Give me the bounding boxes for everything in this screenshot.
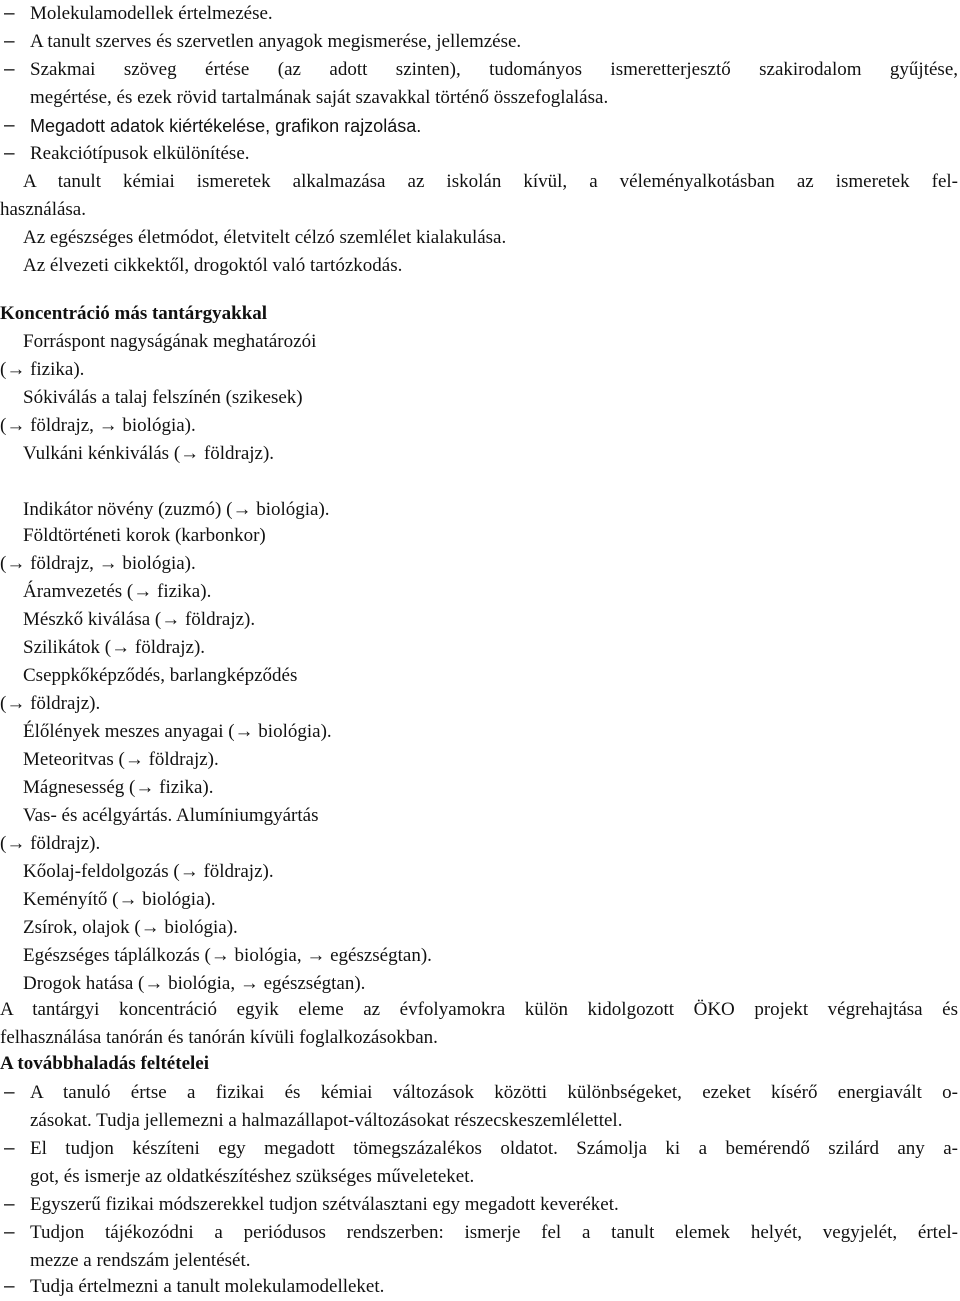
list-item-continuation: got, és ismerje az oldatkészítéshez szükséges műveleteket.	[30, 1166, 475, 1187]
dash-bullet: –	[4, 1138, 15, 1159]
list-item-text: Tudjon tájékozódni a periódusos rendszerben: ismerje fel a tanult elemek helyét, vegyjelét, értel-	[30, 1222, 958, 1243]
list-item	[0, 28, 958, 56]
list-item	[0, 1273, 958, 1301]
concentration-line: Forráspont nagyságának meghatározói	[23, 331, 317, 352]
dash-bullet: –	[4, 59, 15, 80]
concentration-line: (→ földrajz).	[0, 693, 101, 714]
paragraph-line: A tanult kémiai ismeretek alkalmazása az iskolán kívül, a véleményalkotásban az ismeretek fel-	[23, 171, 958, 192]
concentration-line: Kőolaj-feldolgozás (→ földrajz).	[23, 861, 274, 882]
concentration-line: (→ földrajz, → biológia).	[0, 553, 196, 574]
section-heading: Koncentráció más tantárgyakkal	[0, 303, 268, 324]
list-item-text: Molekulamodellek értelmezése.	[30, 3, 273, 24]
concentration-line: Földtörténeti korok (karbonkor)	[23, 525, 266, 546]
dash-bullet: –	[4, 1276, 15, 1297]
dash-bullet: –	[4, 143, 15, 164]
list-item-text: El tudjon készíteni egy megadott tömegszázalékos oldatot. Számolja ki a bemérendő szilárd any a-	[30, 1138, 958, 1159]
list-item	[0, 0, 958, 28]
section-heading: A továbbhaladás feltételei	[0, 1053, 209, 1074]
concentration-line: Meteoritvas (→ földrajz).	[23, 749, 219, 770]
list-item-text: Megadott adatok kiértékelése, grafikon rajzolása.	[30, 116, 422, 136]
list-item	[0, 1079, 958, 1107]
paragraph-line: A tantárgyi koncentráció egyik eleme az évfolyamokra külön kidolgozott ÖKO projekt végrehajtása és	[0, 999, 958, 1020]
concentration-line: Áramvezetés (→ fizika).	[23, 581, 212, 602]
concentration-line: (→ fizika).	[0, 359, 85, 380]
concentration-line: (→ földrajz, → biológia).	[0, 415, 196, 436]
list-item	[0, 112, 958, 140]
concentration-line: Mágnesesség (→ fizika).	[23, 777, 214, 798]
concentration-line: Vulkáni kénkiválás (→ földrajz).	[23, 443, 275, 464]
concentration-line: Vas- és acélgyártás. Alumíniumgyártás	[23, 805, 319, 826]
list-item-text: A tanult szerves és szervetlen anyagok megismerése, jellemzése.	[30, 31, 522, 52]
concentration-line: Élőlények meszes anyagai (→ biológia).	[23, 721, 332, 742]
concentration-line: Sókiválás a talaj felszínén (szikesek)	[23, 387, 303, 408]
concentration-line: Keményítő (→ biológia).	[23, 889, 216, 910]
concentration-line: Szilikátok (→ földrajz).	[23, 637, 206, 658]
paragraph-line: felhasználása tanórán és tanórán kívüli foglalkozásokban.	[0, 1027, 438, 1048]
list-item-continuation: mezze a rendszám jelentését.	[30, 1250, 251, 1271]
list-item-continuation: megértése, és ezek rövid tartalmának saját szavakkal történő összefoglalása.	[30, 87, 609, 108]
list-item-text: Tudja értelmezni a tanult molekulamodelleket.	[30, 1276, 385, 1297]
concentration-line: Egészséges táplálkozás (→ biológia, → egészségtan).	[23, 945, 432, 966]
dash-bullet: –	[4, 3, 15, 24]
dash-bullet: –	[4, 1082, 15, 1103]
list-item	[0, 1219, 958, 1247]
list-item	[0, 1135, 958, 1163]
concentration-line: Zsírok, olajok (→ biológia).	[23, 917, 238, 938]
list-item-text: Egyszerű fizikai módszerekkel tudjon szétválasztani egy megadott keveréket.	[30, 1194, 619, 1215]
dash-bullet: –	[4, 1194, 15, 1215]
concentration-line: (→ földrajz).	[0, 833, 101, 854]
paragraph-line: használása.	[0, 199, 86, 220]
dash-bullet: –	[4, 31, 15, 52]
dash-bullet: –	[4, 1222, 15, 1243]
concentration-line: Cseppkőképződés, barlangképződés	[23, 665, 298, 686]
list-item-text: Reakciótípusok elkülönítése.	[30, 143, 250, 164]
paragraph-line: Az élvezeti cikkektől, drogoktól való tartózkodás.	[23, 255, 403, 276]
list-item-continuation: zásokat. Tudja jellemezni a halmazállapot-változásokat részecskeszemlélettel.	[30, 1110, 623, 1131]
concentration-line: Indikátor növény (zuzmó) (→ biológia).	[23, 499, 330, 520]
list-item-text: Szakmai szöveg értése (az adott szinten), tudományos ismeretterjesztő szakirodalom gyűjtése,	[30, 59, 958, 80]
paragraph-line: Az egészséges életmódot, életvitelt célzó szemlélet kialakulása.	[23, 227, 507, 248]
list-item	[0, 1191, 958, 1219]
dash-bullet: –	[4, 115, 15, 136]
concentration-line: Drogok hatása (→ biológia, → egészségtan).	[23, 973, 366, 994]
list-item	[0, 56, 958, 84]
list-item	[0, 140, 958, 168]
concentration-line: Mészkő kiválása (→ földrajz).	[23, 609, 256, 630]
list-item-text: A tanuló értse a fizikai és kémiai változások közötti különbségeket, ezeket kísérő energiavált o-	[30, 1082, 958, 1103]
